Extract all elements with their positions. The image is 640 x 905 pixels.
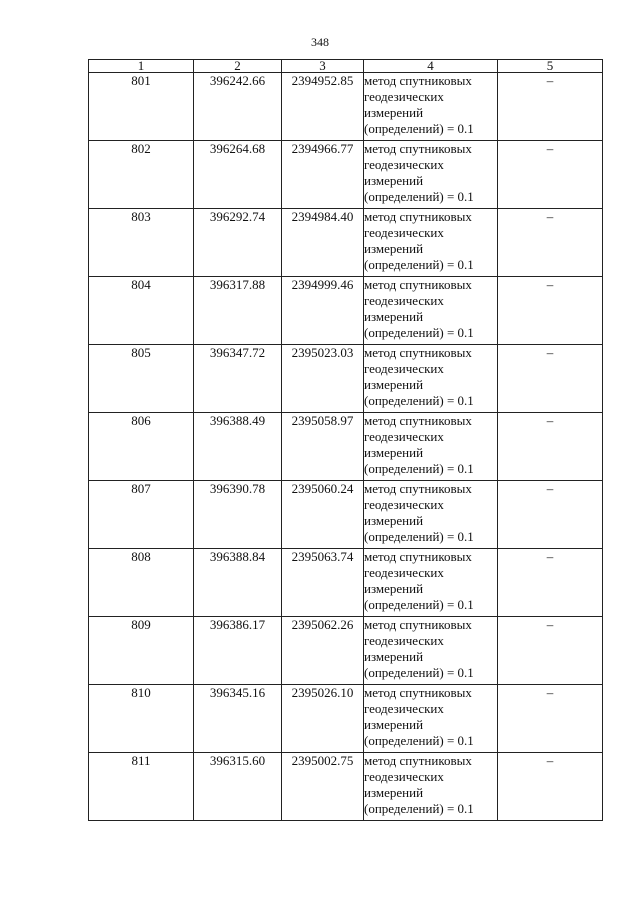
table-row bbox=[89, 209, 603, 277]
coordinate-y: 2395062.26 bbox=[282, 617, 364, 685]
coordinate-x: 396390.78 bbox=[194, 481, 282, 549]
coordinate-x: 396315.60 bbox=[194, 753, 282, 821]
header-cell-5: 5 bbox=[498, 60, 603, 73]
note-cell: – bbox=[498, 617, 603, 685]
note-cell: – bbox=[498, 345, 603, 413]
coordinate-x: 396242.66 bbox=[194, 73, 282, 141]
table-row bbox=[89, 413, 603, 481]
method-description: метод спутниковых геодезических измерений (определений) = 0.1 bbox=[364, 345, 498, 413]
coordinate-y: 2395023.03 bbox=[282, 345, 364, 413]
note-cell: – bbox=[498, 549, 603, 617]
table-row bbox=[89, 685, 603, 753]
point-number: 806 bbox=[89, 413, 194, 481]
table-row bbox=[89, 549, 603, 617]
point-number: 810 bbox=[89, 685, 194, 753]
coordinate-x: 396345.16 bbox=[194, 685, 282, 753]
note-cell: – bbox=[498, 413, 603, 481]
method-description: метод спутниковых геодезических измерений (определений) = 0.1 bbox=[364, 141, 498, 209]
point-number: 809 bbox=[89, 617, 194, 685]
note-cell: – bbox=[498, 73, 603, 141]
method-description: метод спутниковых геодезических измерений (определений) = 0.1 bbox=[364, 549, 498, 617]
table-row bbox=[89, 277, 603, 345]
method-description: метод спутниковых геодезических измерений (определений) = 0.1 bbox=[364, 73, 498, 141]
coordinate-y: 2395002.75 bbox=[282, 753, 364, 821]
method-description: метод спутниковых геодезических измерений (определений) = 0.1 bbox=[364, 277, 498, 345]
method-description: метод спутниковых геодезических измерений (определений) = 0.1 bbox=[364, 413, 498, 481]
table-row bbox=[89, 617, 603, 685]
note-cell: – bbox=[498, 481, 603, 549]
coordinate-x: 396388.84 bbox=[194, 549, 282, 617]
header-cell-2: 2 bbox=[194, 60, 282, 73]
coordinate-x: 396292.74 bbox=[194, 209, 282, 277]
table-row bbox=[89, 141, 603, 209]
method-description: метод спутниковых геодезических измерений (определений) = 0.1 bbox=[364, 209, 498, 277]
coordinate-x: 396264.68 bbox=[194, 141, 282, 209]
coordinate-x: 396388.49 bbox=[194, 413, 282, 481]
point-number: 808 bbox=[89, 549, 194, 617]
header-cell-4: 4 bbox=[364, 60, 498, 73]
note-cell: – bbox=[498, 209, 603, 277]
note-cell: – bbox=[498, 685, 603, 753]
coordinate-y: 2394966.77 bbox=[282, 141, 364, 209]
method-description: метод спутниковых геодезических измерений (определений) = 0.1 bbox=[364, 753, 498, 821]
note-cell: – bbox=[498, 753, 603, 821]
table-row bbox=[89, 481, 603, 549]
point-number: 802 bbox=[89, 141, 194, 209]
point-number: 805 bbox=[89, 345, 194, 413]
coordinates-table bbox=[88, 59, 603, 821]
page-number: 348 bbox=[311, 35, 329, 49]
coordinate-y: 2395058.97 bbox=[282, 413, 364, 481]
coordinate-y: 2394952.85 bbox=[282, 73, 364, 141]
note-cell: – bbox=[498, 141, 603, 209]
point-number: 804 bbox=[89, 277, 194, 345]
method-description: метод спутниковых геодезических измерений (определений) = 0.1 bbox=[364, 481, 498, 549]
point-number: 803 bbox=[89, 209, 194, 277]
coordinate-x: 396317.88 bbox=[194, 277, 282, 345]
table-row bbox=[89, 345, 603, 413]
point-number: 807 bbox=[89, 481, 194, 549]
coordinate-y: 2395060.24 bbox=[282, 481, 364, 549]
note-cell: – bbox=[498, 277, 603, 345]
point-number: 811 bbox=[89, 753, 194, 821]
coordinate-y: 2394999.46 bbox=[282, 277, 364, 345]
method-description: метод спутниковых геодезических измерений (определений) = 0.1 bbox=[364, 617, 498, 685]
coordinate-y: 2395026.10 bbox=[282, 685, 364, 753]
header-cell-3: 3 bbox=[282, 60, 364, 73]
method-description: метод спутниковых геодезических измерений (определений) = 0.1 bbox=[364, 685, 498, 753]
table-row bbox=[89, 73, 603, 141]
table-header-row bbox=[89, 60, 603, 73]
header-cell-1: 1 bbox=[89, 60, 194, 73]
coordinate-x: 396347.72 bbox=[194, 345, 282, 413]
coordinate-y: 2394984.40 bbox=[282, 209, 364, 277]
point-number: 801 bbox=[89, 73, 194, 141]
table-row bbox=[89, 753, 603, 821]
coordinate-x: 396386.17 bbox=[194, 617, 282, 685]
coordinate-y: 2395063.74 bbox=[282, 549, 364, 617]
